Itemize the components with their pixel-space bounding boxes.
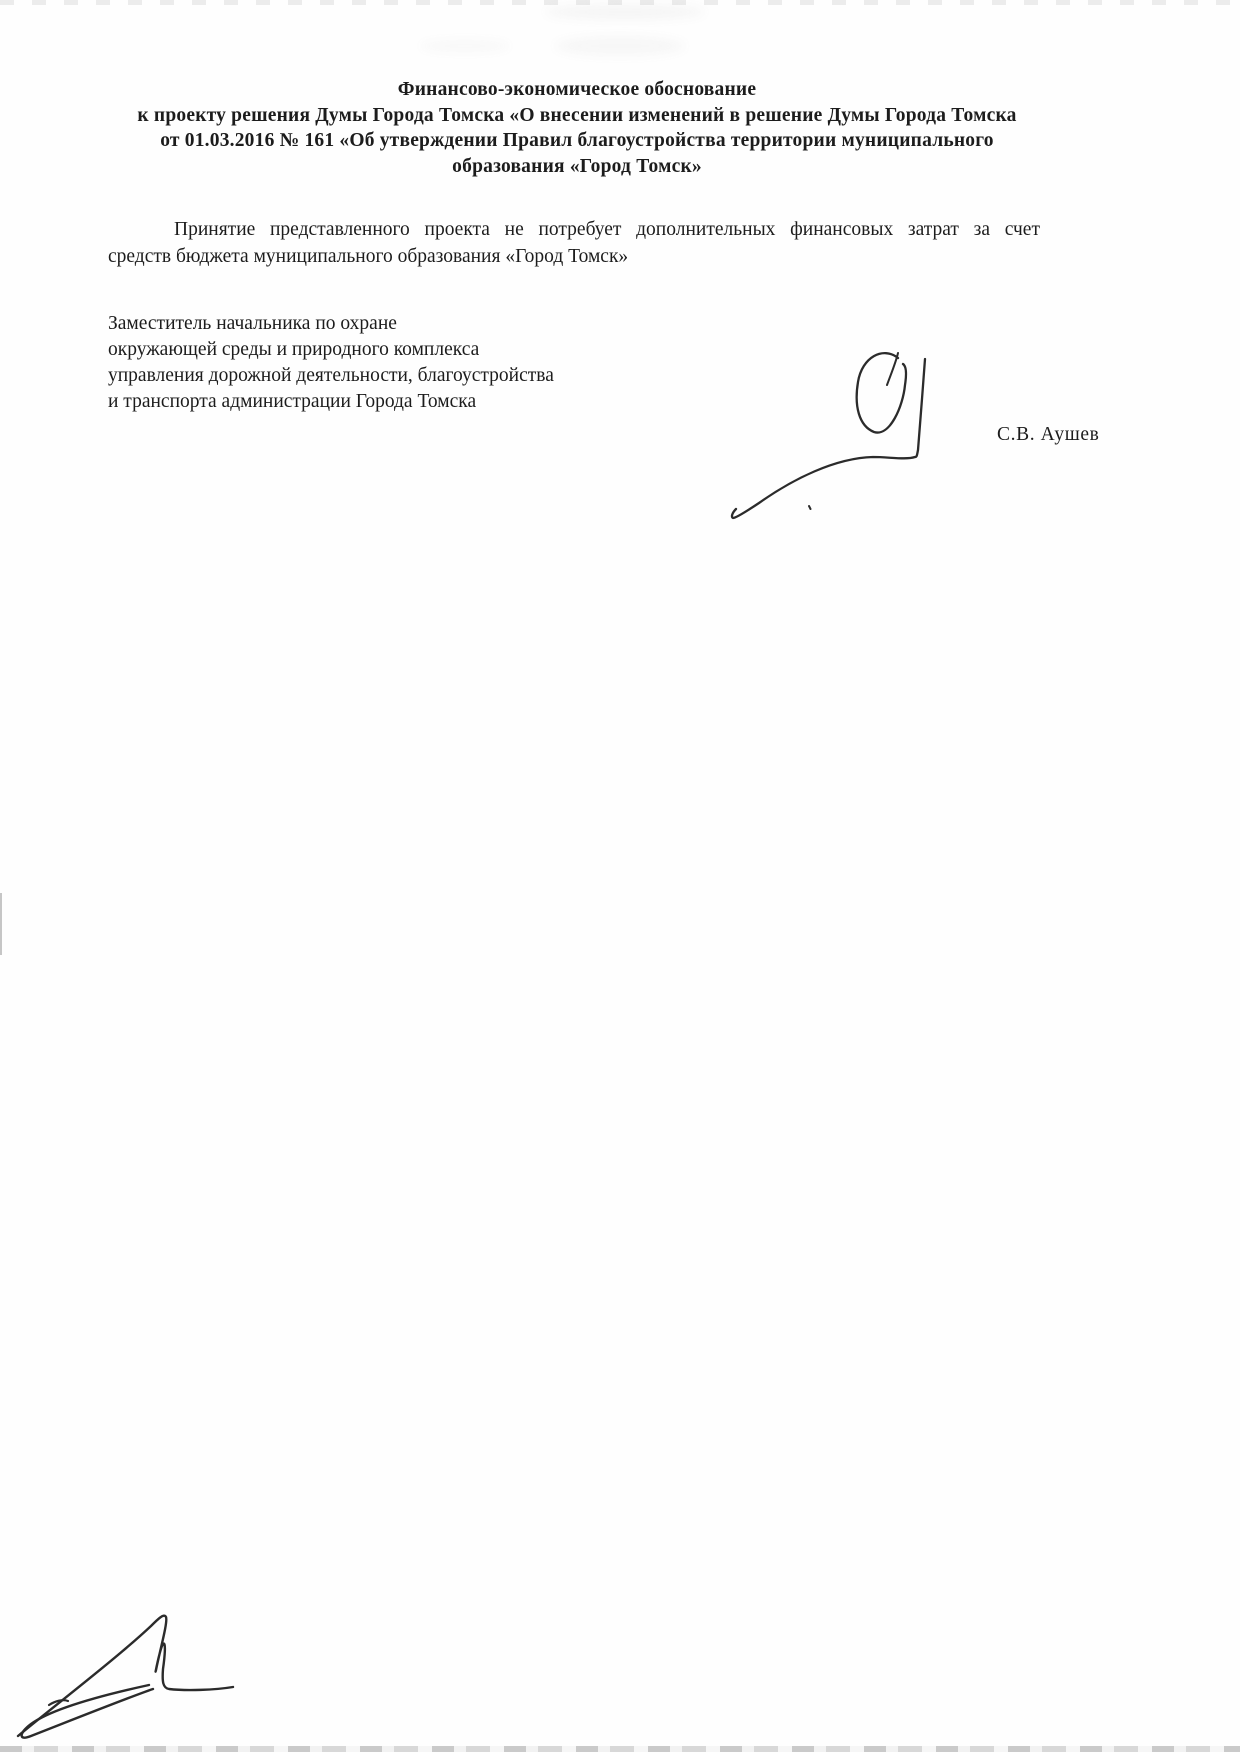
scan-artifact-bottom-edge — [0, 1746, 1240, 1752]
body-paragraph — [108, 216, 1040, 270]
signatory-position-line: управления дорожной деятельности, благоустройства — [108, 365, 554, 386]
title-line: к проекту решения Думы Города Томска «О внесении изменений в решение Думы Города Томска — [137, 104, 1017, 126]
signatory-name: С.В. Аушев — [997, 424, 1100, 445]
signatory-position-line: Заместитель начальника по охране — [108, 313, 397, 334]
title-line: от 01.03.2016 № 161 «Об утверждении Правил благоустройства территории муниципального — [160, 130, 994, 151]
title-line: Финансово-экономическое обоснование — [397, 79, 757, 100]
title-line: образования «Город Томск» — [452, 155, 702, 177]
signatory-position-line: и транспорта администрации Города Томска — [108, 391, 477, 412]
signatory-position-line: окружающей среды и природного комплекса — [108, 339, 480, 360]
scan-artifact-left-edge — [0, 893, 2, 955]
scan-smudge — [555, 36, 685, 56]
handwritten-signature-icon — [635, 338, 935, 528]
body-line: Принятие представленного проекта не потребует дополнительных финансовых затрат за счет — [174, 219, 1040, 240]
signatory-position — [108, 311, 554, 415]
handwritten-signature-bottom-icon — [5, 1595, 255, 1750]
body-line: средств бюджета муниципального образования «Город Томск» — [108, 246, 629, 267]
scan-smudge — [545, 4, 705, 20]
scan-smudge — [420, 40, 510, 52]
document-title — [107, 77, 1047, 179]
